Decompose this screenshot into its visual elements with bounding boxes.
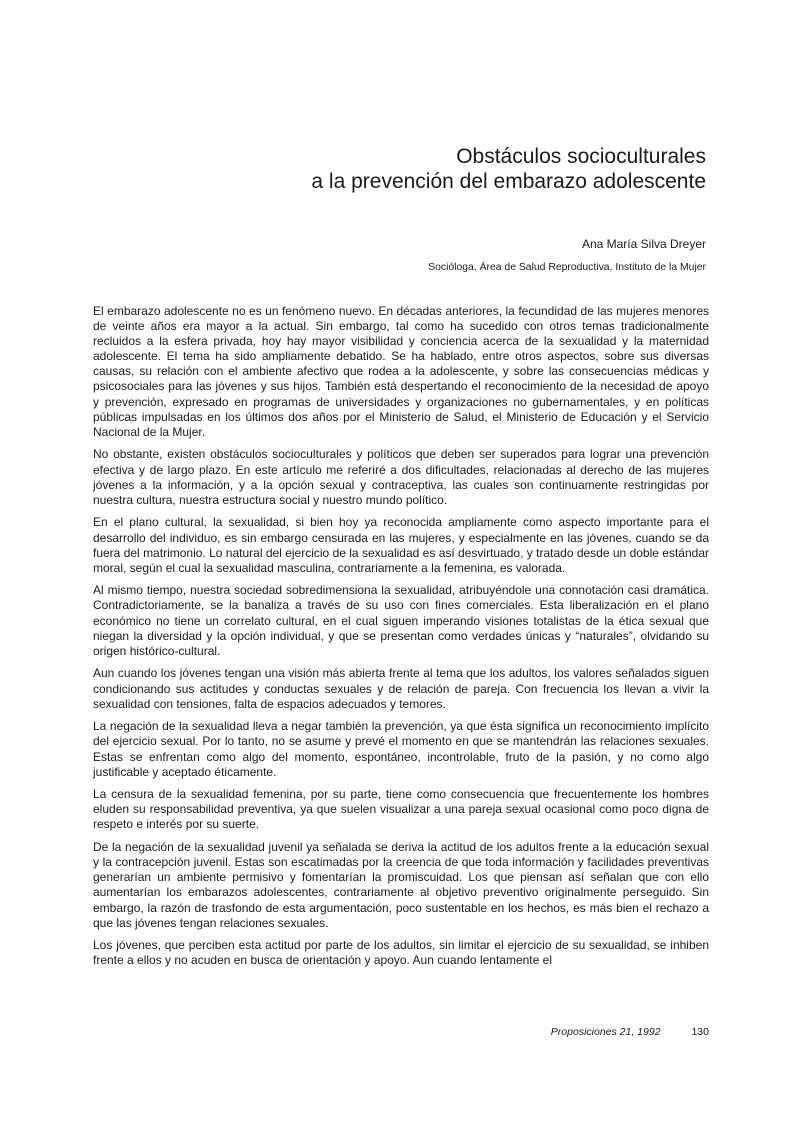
paragraph: El embarazo adolescente no es un fenómeno nuevo. En décadas anteriores, la fecundidad de las mujeres menores de veinte años era mayor a la actual. Sin embargo, tal como ha sucedido con otros temas tradicionalmente recluidos a la esfera privada, hoy hay mayor visibilidad y conciencia acerca de la sexualidad y la maternidad adolescente. El tema ha sido ampliamente debatido. Se ha hablado, entre otros aspectos, sobre sus diversas causas, su relación con el ambiente afectivo que rodea a la adolescente, y sobre las consecuencias médicas y psicosociales para las jóvenes y sus hijos. También está despertando el reconocimiento de la necesidad de apoyo y prevención, expresado en programas de universidades y organizaciones no gubernamentales, y en políticas públicas impulsadas en los últimos dos años por el Ministerio de Salud, el Ministerio de Educación y el Servicio Nacional de la Mujer. [93, 304, 709, 439]
paragraph: No obstante, existen obstáculos socioculturales y políticos que deben ser superados para lograr una prevención efectiva y de largo plazo. En este artículo me referiré a dos dificultades, relacionadas al derecho de las mujeres jóvenes a la información, y a la opción sexual y contraceptiva, las cuales son continuamente restringidas por nuestra cultura, nuestra estructura social y nuestro mundo político. [93, 447, 709, 507]
journal-citation: Proposiciones 21, 1992 [550, 1026, 661, 1038]
paragraph: En el plano cultural, la sexualidad, si bien hoy ya reconocida ampliamente como aspecto importante para el desarrollo del individuo, es sin embargo censurada en las mujeres, y especialmente en las jóvenes, cuando se da fuera del matrimonio. Lo natural del ejercicio de la sexualidad es así desvirtuado, y tratado desde un doble estándar moral, según el cual la sexualidad masculina, contrariamente a la femenina, es valorada. [93, 515, 709, 575]
article-title [311, 144, 706, 194]
paragraph: Aun cuando los jóvenes tengan una visión más abierta frente al tema que los adultos, los valores señalados siguen condicionando sus actitudes y conductas sexuales y de relación de pareja. Con frecuencia los llevan a vivir la sexualidad con tensiones, falta de espacios adecuados y temores. [93, 666, 709, 711]
title-line-1: Obstáculos socioculturales [456, 145, 706, 168]
paragraph: La censura de la sexualidad femenina, por su parte, tiene como consecuencia que frecuentemente los hombres eluden su responsabilidad preventiva, ya que suelen visualizar a una pareja sexual ocasional como poco digna de respeto e interés por su suerte. [93, 787, 709, 832]
title-line-2: a la prevención del embarazo adolescente [311, 170, 706, 193]
paragraph: De la negación de la sexualidad juvenil ya señalada se deriva la actitud de los adultos frente a la educación sexual y la contracepción juvenil. Estas son escatimadas por la creencia de que toda información y facilidades preventivas generarían un ambiente permisivo y fomentarían la promiscuidad. Los que piensan así señalan que con ello aumentarían los embarazos adolescentes, contrariamente al objetivo preventivo originalmente perseguido. Sin embargo, la razón de trasfondo de esta argumentación, poco sustentable en los hechos, es más bien el rechazo a que las jóvenes tengan relaciones sexuales. [93, 840, 709, 930]
page-number: 130 [691, 1026, 709, 1038]
page-footer [551, 1026, 709, 1039]
paragraph: Los jóvenes, que perciben esta actitud por parte de los adultos, sin limitar el ejercicio de su sexualidad, se inhiben frente a ellos y no acuden en busca de orientación y apoyo. Aun cuando lentamente el [93, 938, 709, 968]
author-name: Ana María Silva Dreyer [581, 237, 706, 251]
article-body [93, 304, 709, 976]
paragraph: Al mismo tiempo, nuestra sociedad sobredimensiona la sexualidad, atribuyéndole una connotación casi dramática. Contradictoriamente, se la banaliza a través de su uso con fines comerciales. Esta liberalización en el plano económico no tiene un correlato cultural, en el cual siguen imperando visiones totalistas de la ética sexual que niegan la diversidad y la opción individual, y que se presentan como verdades únicas y “naturales”, olvidando su origen histórico-cultural. [93, 583, 709, 658]
paragraph: La negación de la sexualidad lleva a negar también la prevención, ya que ésta significa un reconocimiento implícito del ejercicio sexual. Por lo tanto, no se asume y prevé el momento en que se mantendrán las relaciones sexuales. Estas se enfrentan como algo del momento, espontáneo, incontrolable, fruto de la pasión, y no como algo justificable y aceptado éticamente. [93, 719, 709, 779]
author-affiliation: Socióloga, Área de Salud Reproductiva, Instituto de la Mujer [428, 262, 706, 273]
